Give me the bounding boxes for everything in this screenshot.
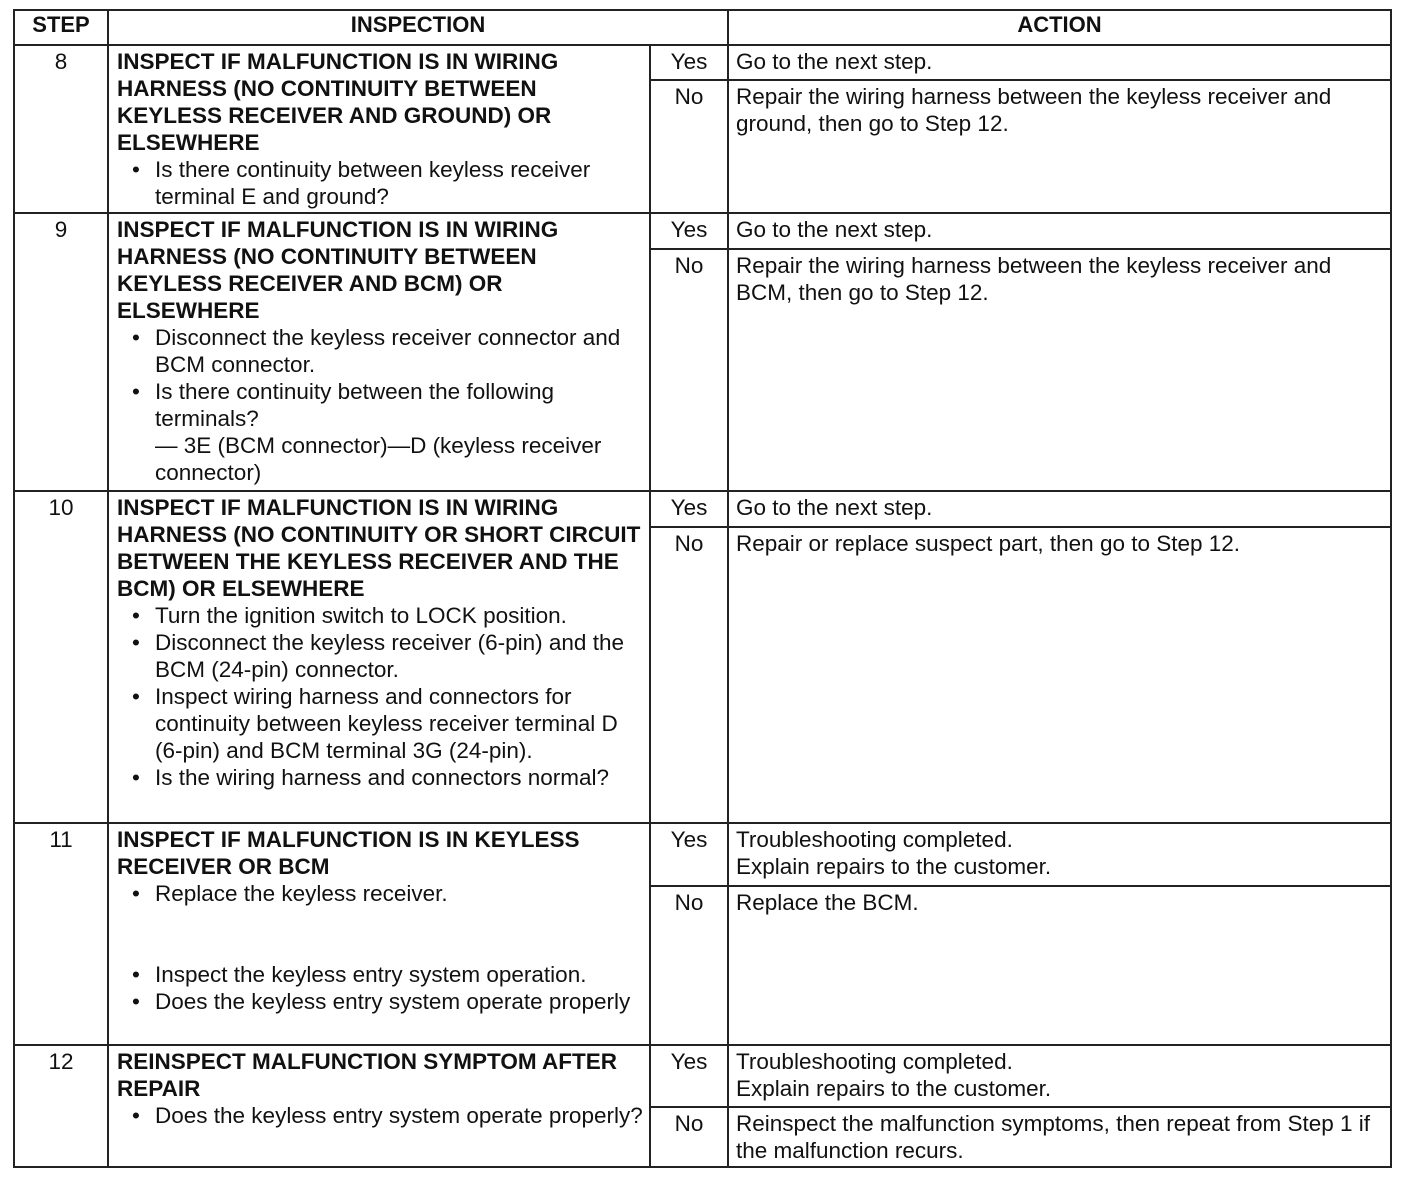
bullet-item bbox=[117, 764, 645, 791]
step-row bbox=[14, 823, 1391, 886]
bullet-item bbox=[117, 629, 645, 683]
bullet-item bbox=[117, 324, 645, 378]
step-number: 12 bbox=[14, 1045, 108, 1167]
step-number: 9 bbox=[14, 213, 108, 491]
bullet-icon: • bbox=[132, 881, 140, 906]
yes-label: Yes bbox=[650, 491, 728, 527]
action-line: Repair or replace suspect part, then go to Step 12. bbox=[736, 531, 1241, 556]
bullet-item bbox=[117, 156, 645, 210]
no-label: No bbox=[650, 80, 728, 213]
bullet-text: Does the keyless entry system operate properly bbox=[155, 989, 631, 1014]
bullet-text: Does the keyless entry system operate properly? bbox=[155, 1103, 643, 1128]
bullet-icon: • bbox=[132, 765, 140, 790]
bullet-item bbox=[117, 1102, 645, 1129]
yes-label: Yes bbox=[650, 823, 728, 886]
bullet-text: Is the wiring harness and connectors normal? bbox=[155, 765, 609, 790]
bullet-text: Replace the keyless receiver. bbox=[155, 881, 448, 906]
action-line: Go to the next step. bbox=[736, 49, 933, 74]
bullet-text: Inspect wiring harness and connectors for continuity between keyless receiver terminal D (6-pin) and BCM terminal 3G (24-pin). bbox=[155, 684, 618, 763]
yes-action bbox=[728, 213, 1391, 249]
yes-action bbox=[728, 45, 1391, 80]
header-inspection: INSPECTION bbox=[108, 10, 728, 45]
step-row bbox=[14, 491, 1391, 527]
action-line: Explain repairs to the customer. bbox=[736, 854, 1052, 879]
table-body bbox=[14, 45, 1391, 1167]
inspection-cell bbox=[108, 45, 650, 213]
bullet-item bbox=[117, 961, 645, 988]
bullet-icon: • bbox=[132, 379, 140, 404]
bullet-icon: • bbox=[132, 325, 140, 350]
inspection-title: INSPECT IF MALFUNCTION IS IN KEYLESS RECEIVER OR BCM bbox=[117, 827, 580, 879]
bullet-text: Disconnect the keyless receiver connector and BCM connector. bbox=[155, 325, 621, 377]
yes-label: Yes bbox=[650, 213, 728, 249]
bullet-item bbox=[117, 880, 645, 907]
yes-label: Yes bbox=[650, 45, 728, 80]
bullet-item bbox=[117, 683, 645, 764]
bullet-item bbox=[117, 602, 645, 629]
action-line: Reinspect the malfunction symptoms, then repeat from Step 1 if the malfunction recurs. bbox=[736, 1111, 1371, 1163]
sub-item: — 3E (BCM connector)—D (keyless receiver connector) bbox=[155, 433, 602, 485]
yes-label: Yes bbox=[650, 1045, 728, 1107]
inspection-cell bbox=[108, 1045, 650, 1167]
action-line: Troubleshooting completed. bbox=[736, 1049, 1013, 1074]
header-step: STEP bbox=[14, 10, 108, 45]
header-row bbox=[14, 10, 1391, 45]
action-line: Repair the wiring harness between the keyless receiver and BCM, then go to Step 12. bbox=[736, 253, 1332, 305]
step-number: 11 bbox=[14, 823, 108, 1045]
bullet-item bbox=[117, 378, 645, 432]
inspection-cell bbox=[108, 491, 650, 823]
action-line: Repair the wiring harness between the keyless receiver and ground, then go to Step 12. bbox=[736, 84, 1332, 136]
bullet-icon: • bbox=[132, 962, 140, 987]
step-number: 10 bbox=[14, 491, 108, 823]
bullet-text: Is there continuity between keyless receiver terminal E and ground? bbox=[155, 157, 591, 209]
no-action bbox=[728, 80, 1391, 213]
bullet-icon: • bbox=[132, 1103, 140, 1128]
step-row bbox=[14, 1045, 1391, 1107]
bullet-text: Turn the ignition switch to LOCK position. bbox=[155, 603, 567, 628]
bullet-icon: • bbox=[132, 989, 140, 1014]
inspection-cell bbox=[108, 213, 650, 491]
inspection-title: INSPECT IF MALFUNCTION IS IN WIRING HARNESS (NO CONTINUITY BETWEEN KEYLESS RECEIVER AND BCM) OR ELSEWHERE bbox=[117, 217, 559, 323]
step-row bbox=[14, 213, 1391, 249]
no-action bbox=[728, 249, 1391, 491]
no-action bbox=[728, 1107, 1391, 1167]
action-line: Go to the next step. bbox=[736, 217, 933, 242]
troubleshooting-table bbox=[13, 9, 1392, 1168]
no-label: No bbox=[650, 527, 728, 823]
inspection-title: INSPECT IF MALFUNCTION IS IN WIRING HARNESS (NO CONTINUITY BETWEEN KEYLESS RECEIVER AND GROUND) OR ELSEWHERE bbox=[117, 49, 559, 155]
step-row bbox=[14, 45, 1391, 80]
step-number: 8 bbox=[14, 45, 108, 213]
no-action bbox=[728, 886, 1391, 1045]
action-line: Go to the next step. bbox=[736, 495, 933, 520]
bullet-icon: • bbox=[132, 603, 140, 628]
action-line: Replace the BCM. bbox=[736, 890, 919, 915]
inspection-cell bbox=[108, 823, 650, 1045]
yes-action bbox=[728, 823, 1391, 886]
bullet-icon: • bbox=[132, 630, 140, 655]
bullet-icon: • bbox=[132, 157, 140, 182]
action-line: Troubleshooting completed. bbox=[736, 827, 1013, 852]
action-line: Explain repairs to the customer. bbox=[736, 1076, 1052, 1101]
bullet-text: Is there continuity between the following terminals? bbox=[155, 379, 554, 431]
no-label: No bbox=[650, 249, 728, 491]
bullet-item bbox=[117, 988, 645, 1015]
inspection-title: INSPECT IF MALFUNCTION IS IN WIRING HARNESS (NO CONTINUITY OR SHORT CIRCUIT BETWEEN THE KEYLESS RECEIVER AND THE BCM) OR ELSEWHERE bbox=[117, 495, 641, 601]
inspection-title: REINSPECT MALFUNCTION SYMPTOM AFTER REPAIR bbox=[117, 1049, 617, 1101]
no-label: No bbox=[650, 886, 728, 1045]
no-action bbox=[728, 527, 1391, 823]
bullet-icon: • bbox=[132, 684, 140, 709]
header-action: ACTION bbox=[728, 10, 1391, 45]
yes-action bbox=[728, 1045, 1391, 1107]
no-label: No bbox=[650, 1107, 728, 1167]
bullet-text: Disconnect the keyless receiver (6-pin) and the BCM (24-pin) connector. bbox=[155, 630, 624, 682]
bullet-text: Inspect the keyless entry system operation. bbox=[155, 962, 587, 987]
yes-action bbox=[728, 491, 1391, 527]
